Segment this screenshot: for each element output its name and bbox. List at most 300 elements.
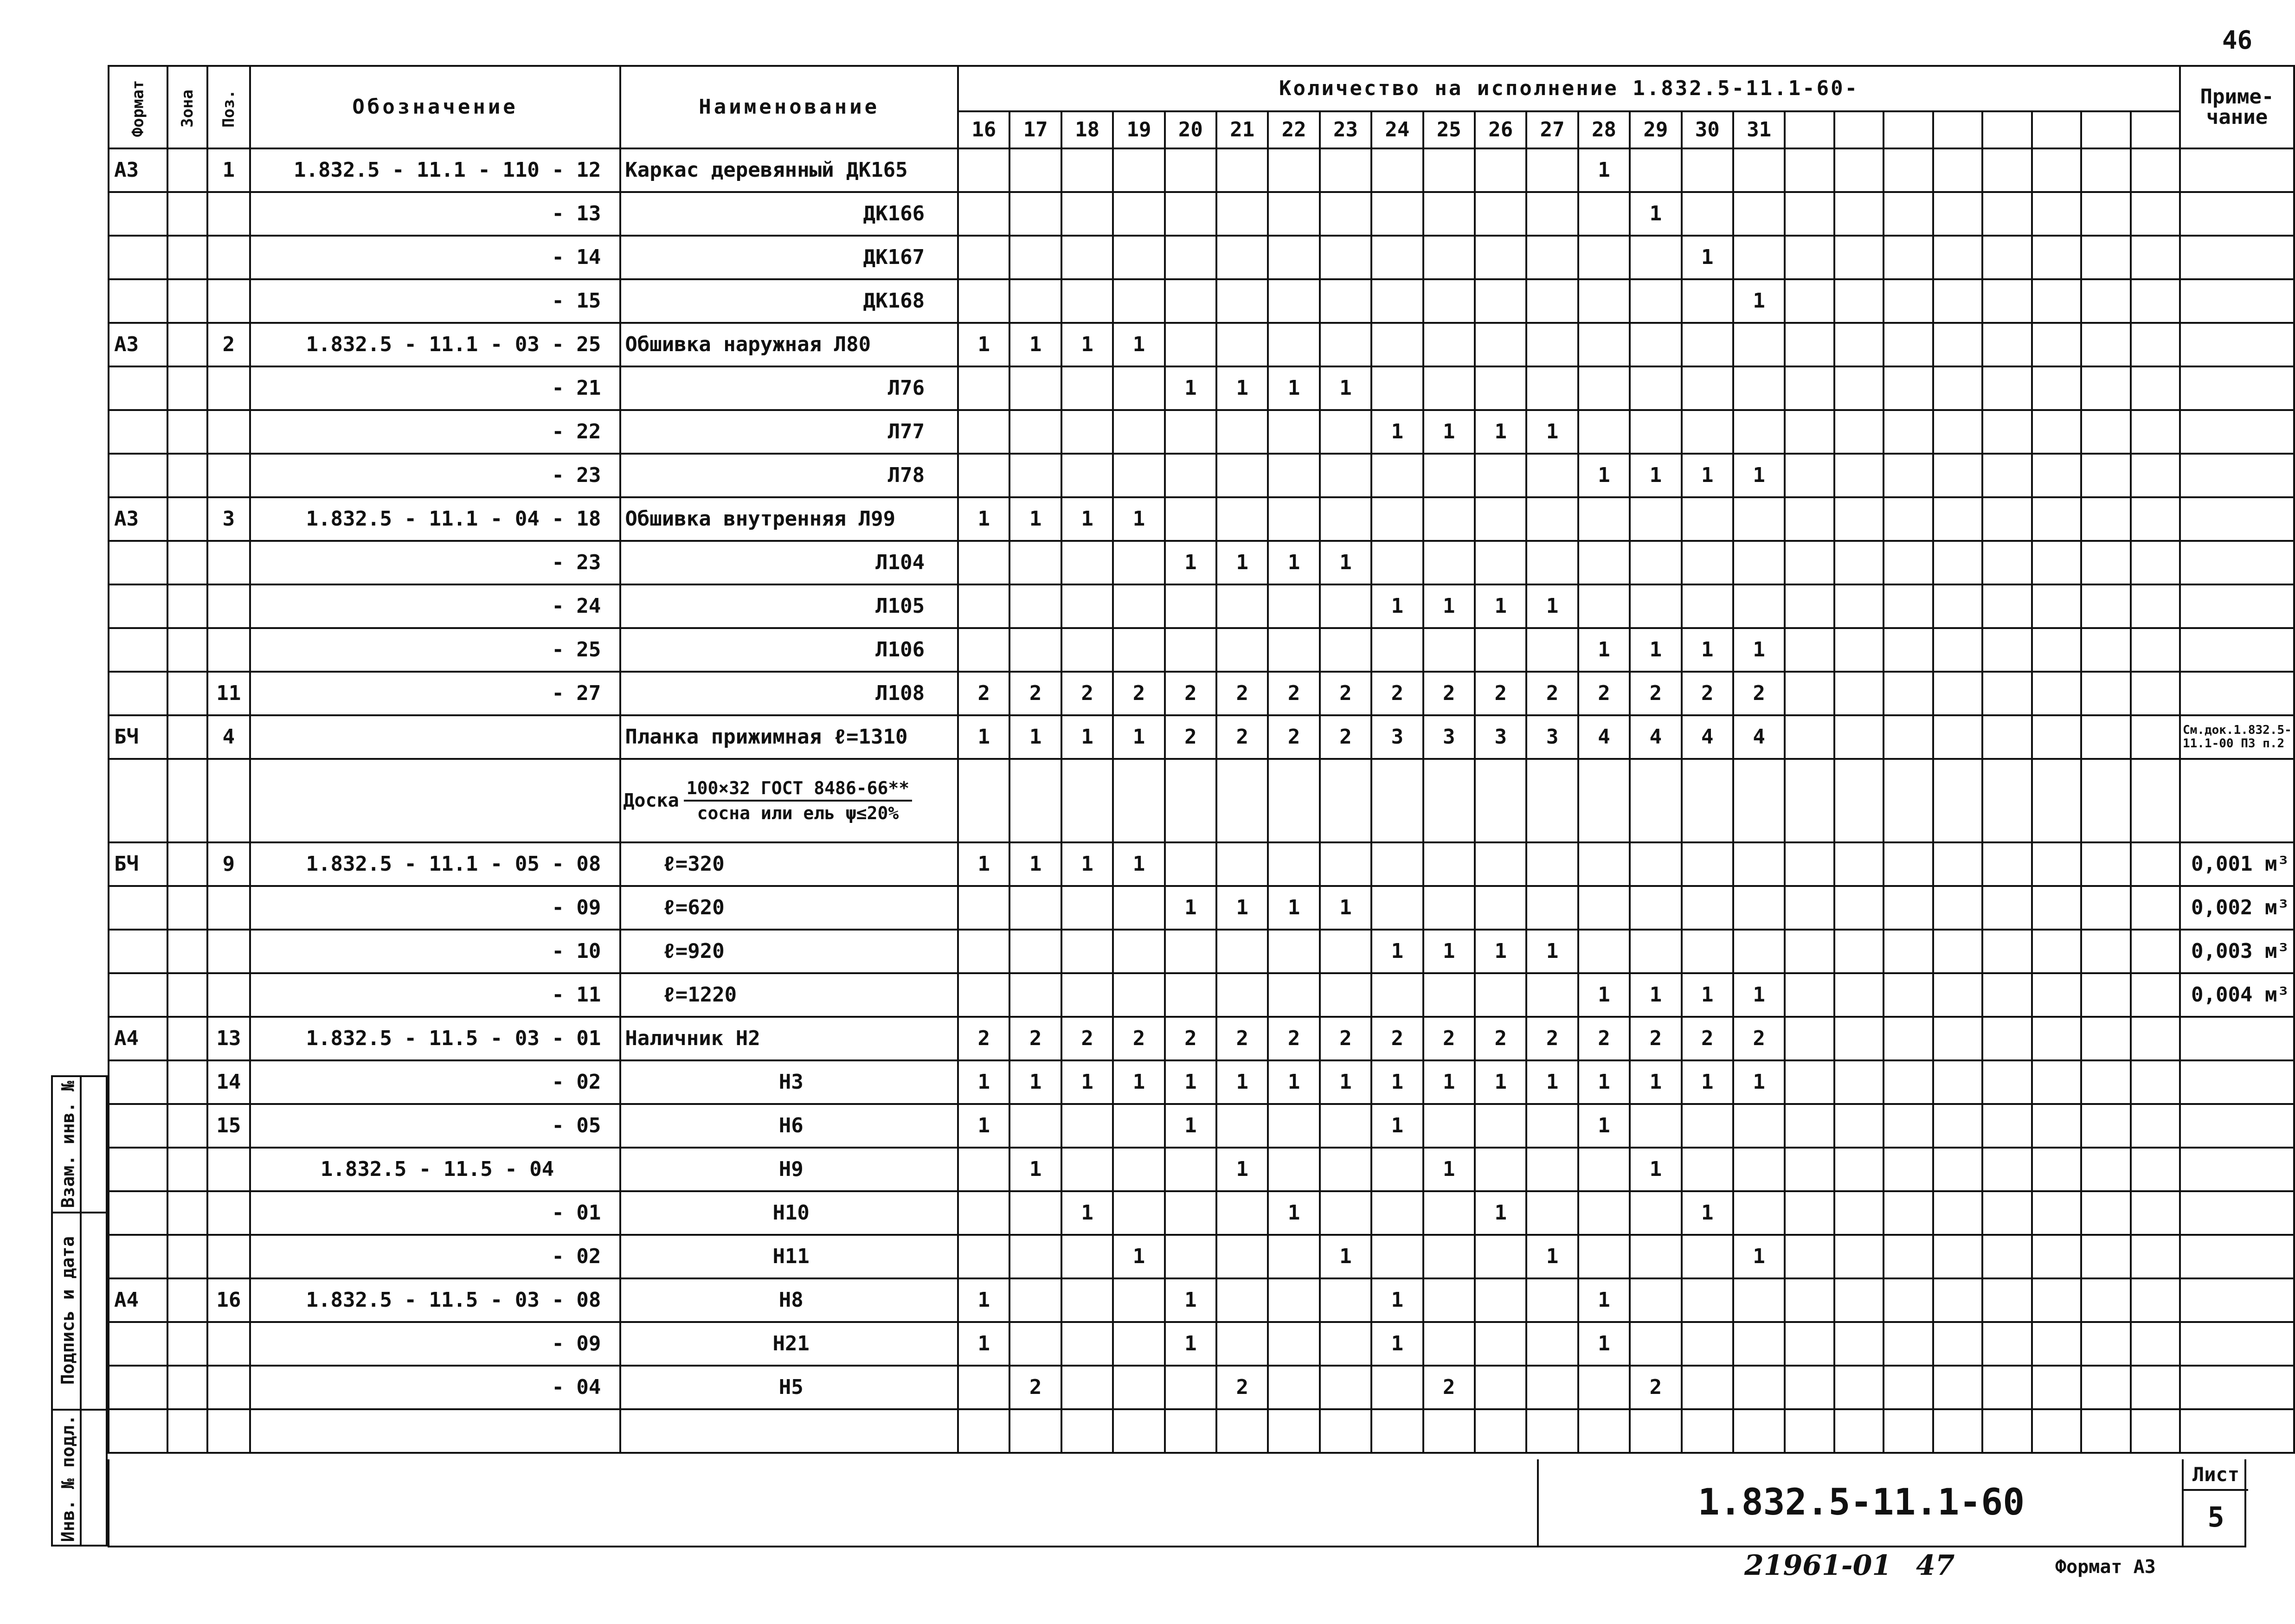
- quantity-cell: [1268, 1366, 1319, 1409]
- quantity-cell: 1: [958, 1104, 1009, 1148]
- name-cell: Н10: [620, 1191, 958, 1235]
- quantity-cell-empty: [1933, 1235, 1982, 1278]
- name-cell: Обшивка наружная Л80: [620, 323, 958, 366]
- quantity-cell: [1320, 192, 1371, 236]
- quantity-cell: 2: [1216, 715, 1268, 759]
- quantity-cell: [1475, 886, 1526, 930]
- quantity-cell: [1061, 628, 1113, 672]
- quantity-cell: 1: [958, 842, 1009, 886]
- quantity-cell-empty: [958, 759, 1009, 842]
- name-cell: ℓ=1220: [620, 973, 958, 1017]
- quantity-cell: 2: [1268, 672, 1319, 715]
- zone-cell: [167, 323, 207, 366]
- quantity-cell: [1526, 497, 1578, 541]
- quantity-cell: [1526, 192, 1578, 236]
- quantity-cell-empty: [2081, 1278, 2130, 1322]
- quantity-cell-empty: [1982, 541, 2031, 584]
- quantity-cell-empty: [2032, 1017, 2081, 1060]
- quantity-cell: [1268, 584, 1319, 628]
- quantity-cell: [1165, 192, 1216, 236]
- quantity-cell: [1682, 1235, 1733, 1278]
- quantity-cell: [1733, 192, 1785, 236]
- quantity-cell: [1009, 148, 1061, 192]
- position-cell: [207, 1322, 250, 1366]
- quantity-cell-empty: [1834, 323, 1884, 366]
- quantity-cell-empty: [2032, 497, 2081, 541]
- quantity-cell: 1: [1423, 584, 1475, 628]
- quantity-cell: 1: [1733, 973, 1785, 1017]
- note-cell-empty: [2180, 759, 2294, 842]
- quantity-cell: [1682, 1148, 1733, 1191]
- name-cell: ДК167: [620, 236, 958, 279]
- quantity-cell: [1423, 148, 1475, 192]
- quantity-cell-empty: [1785, 715, 1834, 759]
- designation-cell: - 02: [250, 1235, 620, 1278]
- format-cell: БЧ: [109, 842, 167, 886]
- table-row: [109, 1278, 2294, 1322]
- quantity-cell: [1371, 1366, 1423, 1409]
- quantity-cell: [1682, 541, 1733, 584]
- designation-cell: 1.832.5 - 11.5 - 03 - 08: [250, 1278, 620, 1322]
- zone-cell: [167, 628, 207, 672]
- quantity-cell: [1009, 366, 1061, 410]
- quantity-cell-empty: [2032, 886, 2081, 930]
- quantity-cell: [1578, 842, 1630, 886]
- variant-col-header: [1834, 111, 1884, 148]
- quantity-cell: [1371, 886, 1423, 930]
- designation-cell: - 04: [250, 1366, 620, 1409]
- table-row: [109, 236, 2294, 279]
- quantity-cell-empty: [1785, 366, 1834, 410]
- quantity-cell: [1630, 410, 1681, 454]
- quantity-cell: [1320, 1104, 1371, 1148]
- quantity-cell: [1475, 323, 1526, 366]
- zone-cell: [167, 1148, 207, 1191]
- quantity-cell: [1061, 410, 1113, 454]
- quantity-cell: [1320, 842, 1371, 886]
- quantity-cell: [1268, 1409, 1319, 1453]
- quantity-cell: [1268, 1322, 1319, 1366]
- quantity-cell-empty: [2032, 454, 2081, 497]
- note-cell: [2180, 1278, 2294, 1322]
- name-cell: Л77: [620, 410, 958, 454]
- quantity-cell-empty: [2032, 541, 2081, 584]
- quantity-cell-empty: [1834, 1148, 1884, 1191]
- quantity-cell: [1733, 410, 1785, 454]
- header-name: Наименование: [620, 66, 958, 148]
- quantity-cell: [1578, 279, 1630, 323]
- quantity-cell-empty: [2081, 1191, 2130, 1235]
- quantity-cell-empty: [2032, 759, 2081, 842]
- quantity-cell: [1009, 886, 1061, 930]
- quantity-cell: [1320, 410, 1371, 454]
- designation-cell: [250, 715, 620, 759]
- quantity-cell: 2: [1423, 1366, 1475, 1409]
- quantity-cell-empty: [2131, 842, 2180, 886]
- note-cell: [2180, 236, 2294, 279]
- quantity-cell-empty: [2032, 1148, 2081, 1191]
- quantity-cell-empty: [1884, 628, 1933, 672]
- quantity-cell: [958, 192, 1009, 236]
- quantity-cell: [1423, 1322, 1475, 1366]
- quantity-cell: 1: [1526, 1060, 1578, 1104]
- name-cell: Н21: [620, 1322, 958, 1366]
- quantity-cell-empty: [1834, 1322, 1884, 1366]
- variant-col-header: [2032, 111, 2081, 148]
- sheet-number: 5: [2207, 1501, 2224, 1534]
- format-cell: [109, 541, 167, 584]
- quantity-cell-empty: [1933, 715, 1982, 759]
- designation-cell: 1.832.5 - 11.1 - 110 - 12: [250, 148, 620, 192]
- format-cell: [109, 1104, 167, 1148]
- quantity-cell: 1: [1630, 454, 1681, 497]
- designation-cell: - 21: [250, 366, 620, 410]
- quantity-cell: [1113, 192, 1164, 236]
- quantity-cell: 1: [1630, 1060, 1681, 1104]
- quantity-cell: [1630, 1235, 1681, 1278]
- quantity-cell: [1526, 973, 1578, 1017]
- quantity-cell-empty: [2081, 323, 2130, 366]
- quantity-cell: [1061, 886, 1113, 930]
- quantity-cell: [1113, 366, 1164, 410]
- quantity-cell: [1423, 236, 1475, 279]
- quantity-cell: 1: [1682, 454, 1733, 497]
- note-cell: [2180, 1104, 2294, 1148]
- quantity-cell: [1216, 842, 1268, 886]
- quantity-cell: [1061, 1235, 1113, 1278]
- quantity-cell: [1578, 1409, 1630, 1453]
- quantity-cell-empty: [2081, 1148, 2130, 1191]
- quantity-cell-empty: [1982, 1191, 2031, 1235]
- quantity-cell: [1630, 497, 1681, 541]
- position-cell: [207, 1235, 250, 1278]
- quantity-cell: [1630, 842, 1681, 886]
- zone-cell: [167, 1409, 207, 1453]
- quantity-cell-empty: [1884, 886, 1933, 930]
- quantity-cell-empty: [1933, 842, 1982, 886]
- quantity-cell: [1578, 410, 1630, 454]
- quantity-cell: [1216, 930, 1268, 973]
- quantity-cell: [1268, 148, 1319, 192]
- quantity-cell: 1: [1371, 1278, 1423, 1322]
- quantity-cell-empty: [1982, 1322, 2031, 1366]
- position-cell: [207, 192, 250, 236]
- quantity-cell: 1: [1320, 1235, 1371, 1278]
- quantity-cell: [1526, 279, 1578, 323]
- quantity-cell: 1: [1061, 1060, 1113, 1104]
- page-number: 46: [2222, 26, 2253, 55]
- quantity-cell: [1216, 1322, 1268, 1366]
- format-cell: [109, 1148, 167, 1191]
- designation-cell: - 13: [250, 192, 620, 236]
- quantity-cell-empty: [2081, 930, 2130, 973]
- quantity-cell: 1: [1578, 148, 1630, 192]
- quantity-cell: [1320, 1366, 1371, 1409]
- position-cell: [207, 454, 250, 497]
- quantity-cell-empty: [1933, 148, 1982, 192]
- quantity-cell: [1113, 628, 1164, 672]
- sheet-cell: [2182, 1459, 2248, 1546]
- position-cell: [207, 886, 250, 930]
- quantity-cell: 1: [1423, 1148, 1475, 1191]
- quantity-cell-empty: [2032, 323, 2081, 366]
- quantity-cell-empty: [1785, 1060, 1834, 1104]
- quantity-cell-empty: [1834, 1278, 1884, 1322]
- quantity-cell: [1733, 236, 1785, 279]
- quantity-cell-empty: [1884, 541, 1933, 584]
- name-cell: Н9: [620, 1148, 958, 1191]
- quantity-cell-empty: [1785, 628, 1834, 672]
- quantity-cell-empty: [2081, 279, 2130, 323]
- quantity-cell-empty: [1933, 541, 1982, 584]
- quantity-cell: 1: [1268, 541, 1319, 584]
- quantity-cell-empty: [2081, 759, 2130, 842]
- quantity-cell-empty: [1423, 759, 1475, 842]
- quantity-cell: 1: [1061, 715, 1113, 759]
- quantity-cell: [1526, 1409, 1578, 1453]
- quantity-cell-empty: [1113, 759, 1164, 842]
- quantity-cell-empty: [2081, 1366, 2130, 1409]
- quantity-cell-empty: [1834, 1409, 1884, 1453]
- quantity-cell: [1061, 930, 1113, 973]
- quantity-cell-empty: [2081, 497, 2130, 541]
- quantity-cell: [958, 1191, 1009, 1235]
- position-cell: [207, 410, 250, 454]
- position-cell: 1: [207, 148, 250, 192]
- quantity-cell-empty: [1982, 1278, 2031, 1322]
- quantity-cell-empty: [1982, 886, 2031, 930]
- name-cell: ℓ=320: [620, 842, 958, 886]
- quantity-cell: [1216, 148, 1268, 192]
- quantity-cell-empty: [2131, 1235, 2180, 1278]
- position-cell: [207, 628, 250, 672]
- quantity-cell-empty: [1834, 759, 1884, 842]
- format-cell: [109, 973, 167, 1017]
- quantity-cell: [1475, 497, 1526, 541]
- quantity-cell: [1113, 1366, 1164, 1409]
- quantity-cell: [1113, 1278, 1164, 1322]
- quantity-cell: [1423, 323, 1475, 366]
- quantity-cell: [1371, 148, 1423, 192]
- quantity-cell: [1216, 1235, 1268, 1278]
- quantity-cell-empty: [2081, 410, 2130, 454]
- note-cell: [2180, 1409, 2294, 1453]
- quantity-cell: [1268, 1104, 1319, 1148]
- quantity-cell-empty: [1933, 1104, 1982, 1148]
- quantity-cell: 2: [1423, 1017, 1475, 1060]
- quantity-cell: [1475, 192, 1526, 236]
- quantity-cell-empty: [1785, 1191, 1834, 1235]
- quantity-cell: [1578, 930, 1630, 973]
- zone-cell: [167, 1322, 207, 1366]
- quantity-cell: [1423, 628, 1475, 672]
- quantity-cell: [1165, 1409, 1216, 1453]
- designation-cell: - 05: [250, 1104, 620, 1148]
- quantity-cell: [1526, 366, 1578, 410]
- quantity-cell-empty: [2131, 410, 2180, 454]
- quantity-cell: [1475, 148, 1526, 192]
- quantity-cell-empty: [1630, 759, 1681, 842]
- quantity-cell-empty: [2032, 1278, 2081, 1322]
- variant-col-header: [1982, 111, 2031, 148]
- quantity-cell: [1630, 1191, 1681, 1235]
- quantity-cell-empty: [1320, 759, 1371, 842]
- quantity-cell: [1009, 1322, 1061, 1366]
- quantity-cell: [958, 1148, 1009, 1191]
- quantity-cell: [1682, 1278, 1733, 1322]
- quantity-cell-empty: [2081, 584, 2130, 628]
- quantity-cell-empty: [2131, 497, 2180, 541]
- quantity-cell-empty: [1834, 192, 1884, 236]
- quantity-cell: [1423, 1235, 1475, 1278]
- quantity-cell-empty: [1933, 1322, 1982, 1366]
- quantity-cell-empty: [1884, 1322, 1933, 1366]
- quantity-cell-empty: [1785, 1148, 1834, 1191]
- quantity-cell-empty: [1884, 1191, 1933, 1235]
- quantity-cell: 1: [1009, 1060, 1061, 1104]
- quantity-cell-empty: [1834, 628, 1884, 672]
- quantity-cell: [1320, 279, 1371, 323]
- quantity-cell: [1165, 973, 1216, 1017]
- quantity-cell: [1268, 973, 1319, 1017]
- quantity-cell-empty: [2131, 1409, 2180, 1453]
- quantity-cell: [1113, 1104, 1164, 1148]
- quantity-cell: [1371, 454, 1423, 497]
- quantity-cell: 1: [1268, 1060, 1319, 1104]
- quantity-cell: 1: [1578, 973, 1630, 1017]
- zone-cell: [167, 1017, 207, 1060]
- quantity-cell-empty: [2131, 672, 2180, 715]
- quantity-cell: [1526, 1366, 1578, 1409]
- position-cell: 11: [207, 672, 250, 715]
- quantity-cell: 1: [1268, 1191, 1319, 1235]
- note-cell: 0,003 м³: [2180, 930, 2294, 973]
- quantity-cell: 2: [1630, 1017, 1681, 1060]
- quantity-cell-empty: [1785, 672, 1834, 715]
- quantity-cell-empty: [1933, 366, 1982, 410]
- quantity-cell-empty: [2131, 148, 2180, 192]
- quantity-cell: [1475, 628, 1526, 672]
- quantity-cell: 2: [1733, 1017, 1785, 1060]
- note-cell: 0,001 м³: [2180, 842, 2294, 886]
- quantity-cell: [1009, 410, 1061, 454]
- note-cell: [2180, 279, 2294, 323]
- quantity-cell: [1268, 279, 1319, 323]
- variant-col-header: 31: [1733, 111, 1785, 148]
- zone-cell: [167, 1191, 207, 1235]
- quantity-cell: [1268, 323, 1319, 366]
- quantity-cell: [1268, 930, 1319, 973]
- quantity-cell-empty: [1933, 454, 1982, 497]
- quantity-cell-empty: [2032, 1191, 2081, 1235]
- quantity-cell: 1: [1630, 628, 1681, 672]
- quantity-cell: [1320, 1322, 1371, 1366]
- quantity-cell: 2: [1009, 672, 1061, 715]
- name-cell: Л108: [620, 672, 958, 715]
- quantity-cell: [1371, 366, 1423, 410]
- quantity-cell: [958, 1235, 1009, 1278]
- archive-number: 21961-01: [1744, 1549, 1892, 1582]
- name-cell: Л105: [620, 584, 958, 628]
- note-cell: [2180, 323, 2294, 366]
- quantity-cell-empty: [1982, 366, 2031, 410]
- quantity-cell: [1423, 279, 1475, 323]
- quantity-cell-empty: [2032, 715, 2081, 759]
- position-cell: 2: [207, 323, 250, 366]
- designation-cell: - 22: [250, 410, 620, 454]
- designation-cell: - 09: [250, 1322, 620, 1366]
- quantity-cell: [1578, 366, 1630, 410]
- quantity-cell: [1009, 1409, 1061, 1453]
- quantity-cell: [1682, 886, 1733, 930]
- variant-col-header: 16: [958, 111, 1009, 148]
- quantity-cell-empty: [2032, 1366, 2081, 1409]
- quantity-cell: 1: [1165, 366, 1216, 410]
- quantity-cell: 2: [1113, 1017, 1164, 1060]
- side-stamp-strip: [51, 1075, 108, 1547]
- quantity-cell: [1423, 541, 1475, 584]
- quantity-cell-empty: [2131, 715, 2180, 759]
- quantity-cell-empty: [1785, 759, 1834, 842]
- quantity-cell-empty: [1982, 1366, 2031, 1409]
- note-cell: [2180, 584, 2294, 628]
- quantity-cell: [1733, 541, 1785, 584]
- quantity-cell: [1682, 1409, 1733, 1453]
- quantity-cell: [1165, 1191, 1216, 1235]
- table-row: [109, 454, 2294, 497]
- quantity-cell: [1061, 236, 1113, 279]
- quantity-cell-empty: [1884, 1366, 1933, 1409]
- quantity-cell: 4: [1578, 715, 1630, 759]
- quantity-cell: 1: [1475, 1191, 1526, 1235]
- quantity-cell: 2: [1268, 715, 1319, 759]
- quantity-cell: 1: [1733, 279, 1785, 323]
- table-row: [109, 1104, 2294, 1148]
- quantity-cell: [1113, 1148, 1164, 1191]
- quantity-cell: 2: [1475, 1017, 1526, 1060]
- quantity-cell: [1216, 1278, 1268, 1322]
- quantity-cell-empty: [1009, 759, 1061, 842]
- quantity-cell: [1682, 584, 1733, 628]
- format-cell: [109, 279, 167, 323]
- quantity-cell: 1: [1526, 1235, 1578, 1278]
- quantity-cell-empty: [1884, 672, 1933, 715]
- quantity-cell-empty: [1982, 759, 2031, 842]
- name-cell: Планка прижимная ℓ=1310: [620, 715, 958, 759]
- quantity-cell: [1216, 1104, 1268, 1148]
- quantity-cell: [1061, 366, 1113, 410]
- quantity-cell-empty: [1785, 148, 1834, 192]
- quantity-cell: 1: [1113, 497, 1164, 541]
- quantity-cell-empty: [2131, 930, 2180, 973]
- quantity-cell-empty: [2131, 759, 2180, 842]
- quantity-cell: [1113, 930, 1164, 973]
- quantity-cell: [1320, 1278, 1371, 1322]
- quantity-cell: 2: [1320, 1017, 1371, 1060]
- quantity-cell: [1630, 236, 1681, 279]
- quantity-cell-empty: [1884, 715, 1933, 759]
- quantity-cell-empty: [2131, 454, 2180, 497]
- quantity-cell: [1630, 1409, 1681, 1453]
- quantity-cell: 2: [1371, 1017, 1423, 1060]
- material-spec: 100×32 ГОСТ 8486-66**: [684, 779, 912, 802]
- quantity-cell: 2: [1009, 1366, 1061, 1409]
- note-cell: [2180, 497, 2294, 541]
- quantity-cell-empty: [2032, 192, 2081, 236]
- quantity-cell-empty: [1785, 541, 1834, 584]
- quantity-cell-empty: [1834, 886, 1884, 930]
- quantity-cell-empty: [1834, 672, 1884, 715]
